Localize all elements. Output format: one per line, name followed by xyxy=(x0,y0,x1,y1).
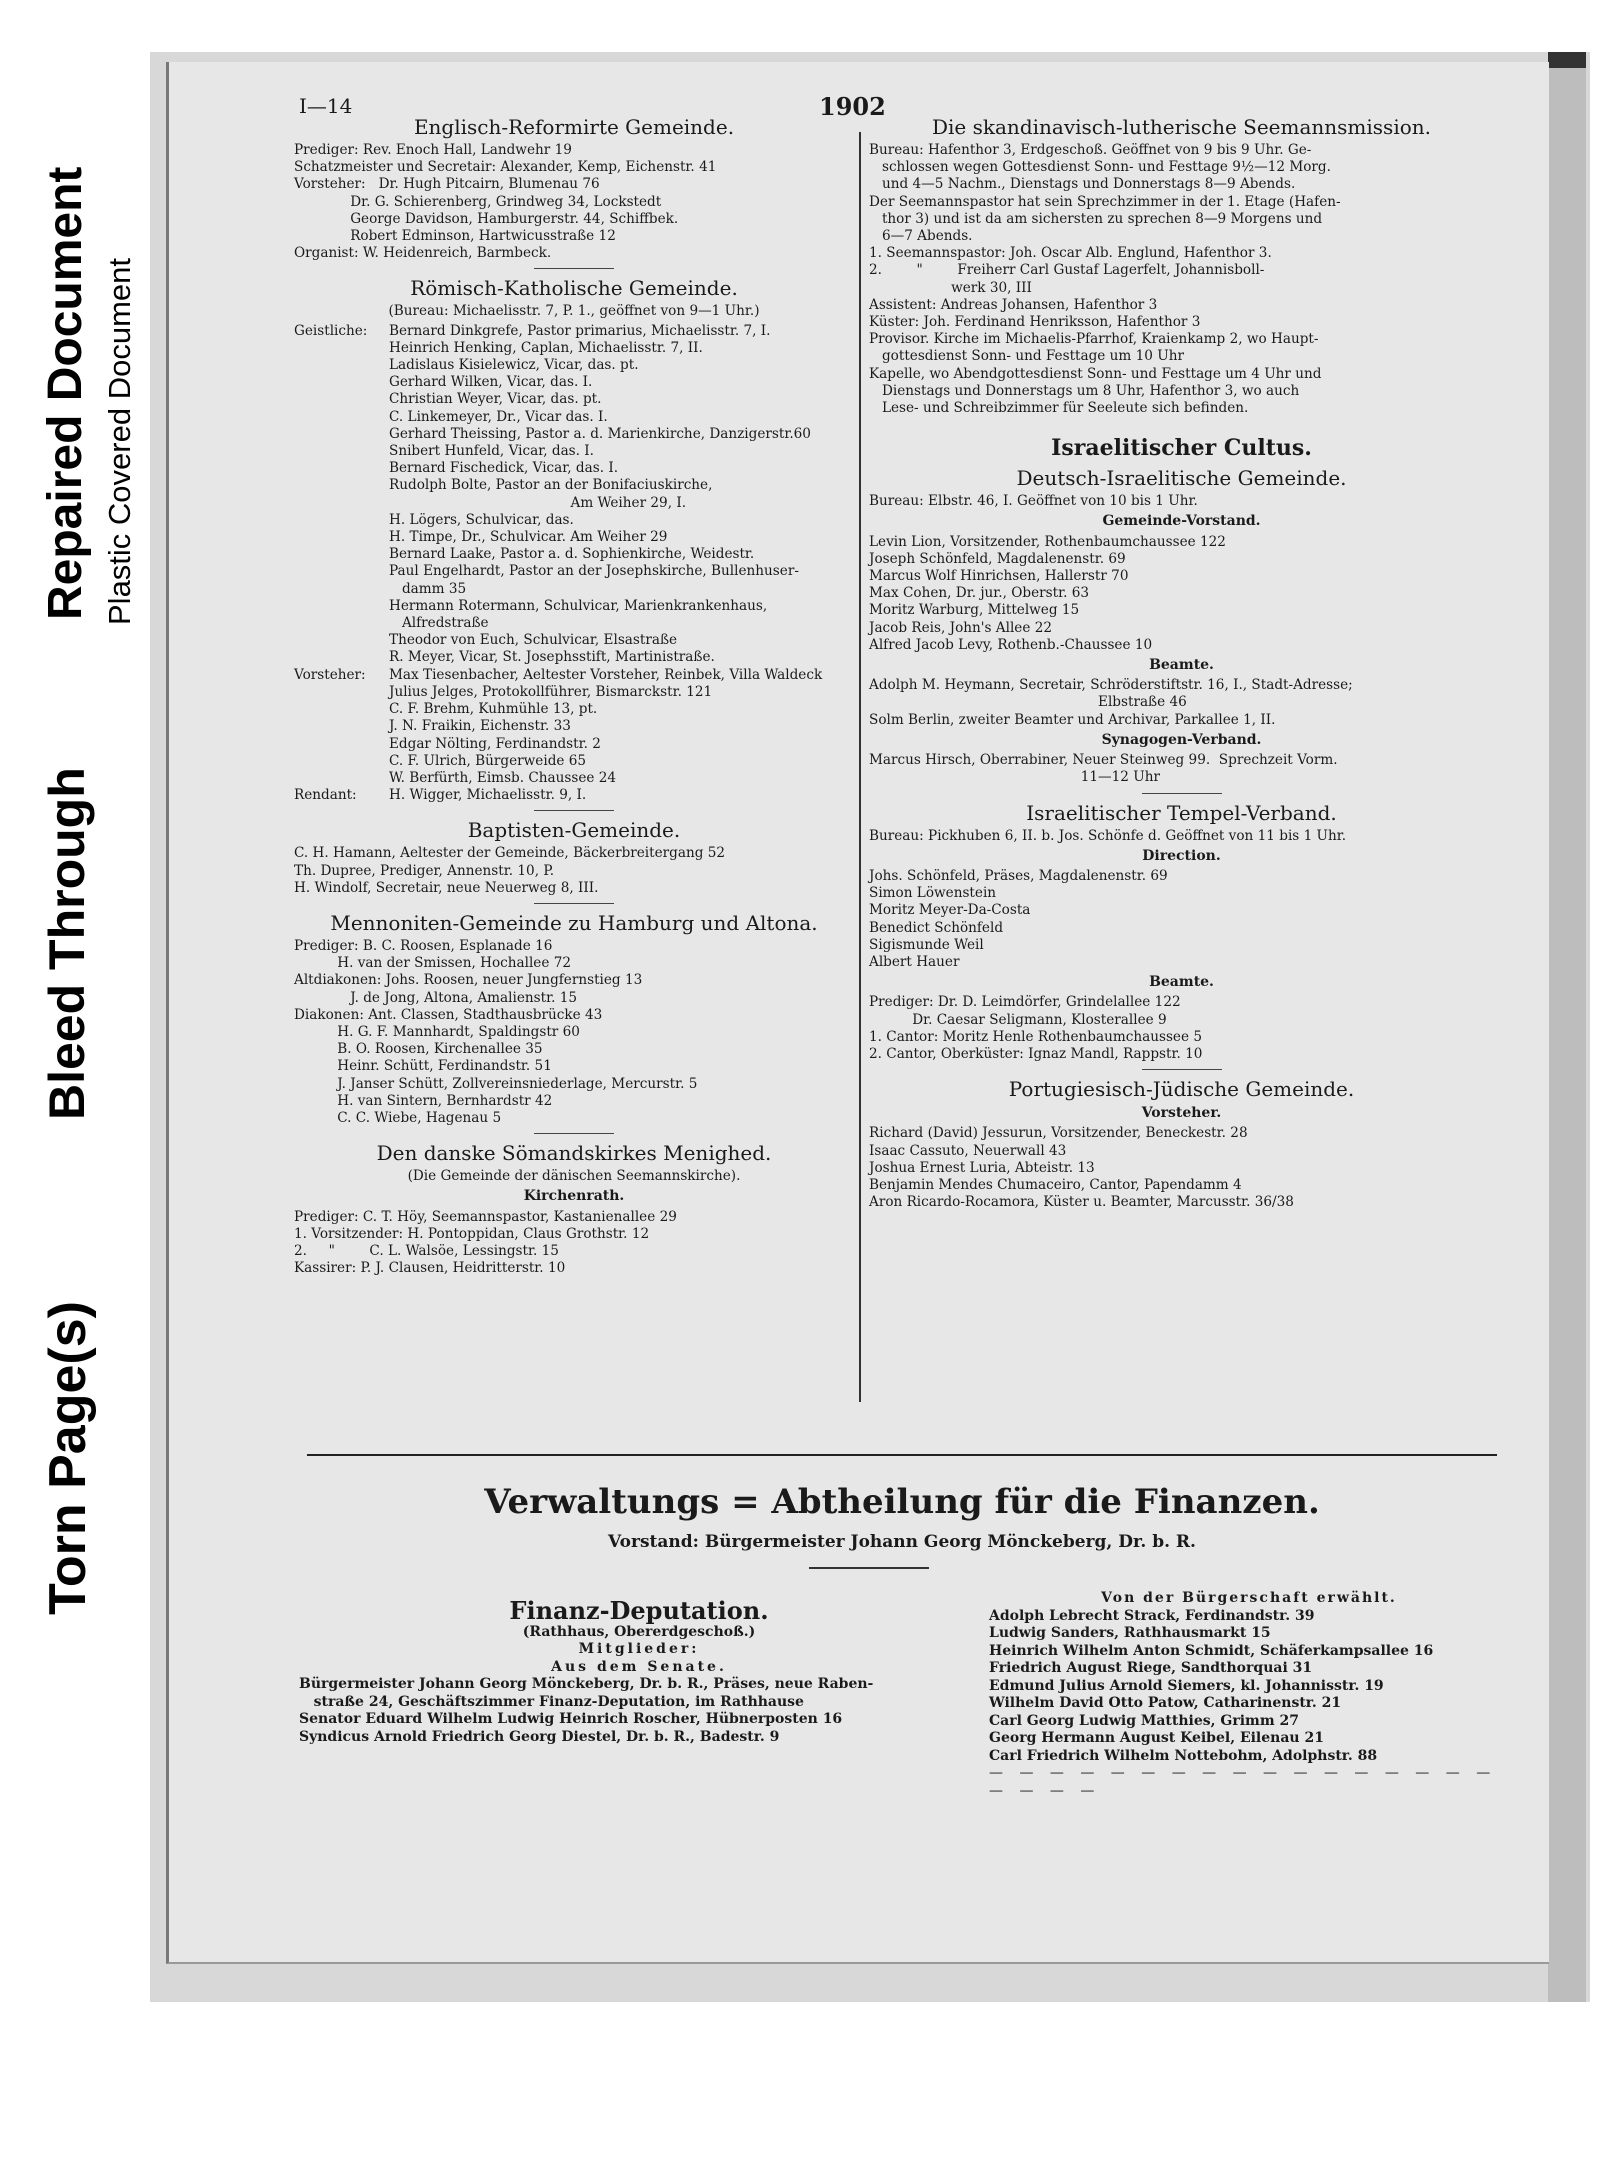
entry-line: Th. Dupree, Prediger, Annenstr. 10, P. xyxy=(294,862,555,879)
entry-line: Senator Eduard Wilhelm Ludwig Heinrich Roscher, Hübnerposten 16 xyxy=(299,1711,843,1727)
entry-line: H. van der Smissen, Hochallee 72 xyxy=(294,955,572,972)
entry-text: Bernard Laake, Pastor a. d. Sophienkirche, Weidestr. xyxy=(389,546,755,563)
finance-subtitle: Vorstand: Bürgermeister Johann Georg Mönckeberg, Dr. b. R. xyxy=(608,1532,1196,1552)
entry-text: Paul Engelhardt, Pastor an der Josephskirche, Bullenhuser- xyxy=(389,563,799,580)
entry-line: Moritz Meyer-Da-Costa xyxy=(869,902,1031,919)
entry-line: Vorsteher: Dr. Hugh Pitcairn, Blumenau 76 xyxy=(294,176,600,193)
entry-line: H. G. F. Mannhardt, Spaldingstr 60 xyxy=(294,1023,580,1040)
section-title-tempel: Israelitischer Tempel-Verband. xyxy=(1026,800,1337,825)
entry-line: schlossen wegen Gottesdienst Sonn- und Festtage 9½—12 Morg. xyxy=(869,159,1331,176)
entry-text: Christian Weyer, Vicar, das. pt. xyxy=(389,391,602,408)
entry-label xyxy=(294,581,389,598)
left-column xyxy=(294,110,854,1277)
entry-line: H. van Sintern, Bernhardstr 42 xyxy=(294,1092,553,1109)
entry-label xyxy=(294,701,389,718)
entry-line: Der Seemannspastor hat sein Sprechzimmer in der 1. Etage (Hafen- xyxy=(869,193,1341,210)
entry-line: thor 3) und ist da am sichersten zu sprechen 8—9 Morgens und xyxy=(869,210,1323,227)
entry-line: Prediger: Dr. D. Leimdörfer, Grindelallee 122 xyxy=(869,994,1181,1011)
entry-row xyxy=(294,736,854,753)
entry-label xyxy=(294,563,389,580)
entry-text: H. Lögers, Schulvicar, das. xyxy=(389,511,574,528)
finance-divider xyxy=(809,1567,929,1569)
entry-line: C. H. Hamann, Aeltester der Gemeinde, Bäckerbreitergang 52 xyxy=(294,845,726,862)
section-divider xyxy=(534,268,614,269)
entry-row xyxy=(294,546,854,563)
entry-text: H. Timpe, Dr., Schulvicar. Am Weiher 29 xyxy=(389,529,668,546)
entry-line: Jacob Reis, John's Allee 22 xyxy=(869,619,1053,636)
entry-line: Elbstraße 46 xyxy=(869,694,1187,711)
entry-label xyxy=(294,477,389,494)
entry-row xyxy=(294,426,854,443)
entry-row xyxy=(294,409,854,426)
entry-row xyxy=(294,649,854,666)
entry-text: J. N. Fraikin, Eichenstr. 33 xyxy=(389,718,571,735)
label-torn-pages: Torn Page(s) xyxy=(39,1301,97,1615)
section-title-israelitisch: Israelitischer Cultus. xyxy=(1051,435,1312,462)
entry-label xyxy=(294,770,389,787)
section-title-skandinavisch: Die skandinavisch-lutherische Seemannsmission. xyxy=(932,115,1431,139)
entry-line: Dr. Caesar Seligmann, Klosterallee 9 xyxy=(869,1011,1167,1028)
entry-text: Heinrich Henking, Caplan, Michaelisstr. 7, II. xyxy=(389,339,703,356)
section-title-baptisten: Baptisten-Gemeinde. xyxy=(467,818,681,843)
entry-line: Dienstags und Donnerstags um 8 Uhr, Hafenthor 3, wo auch xyxy=(869,382,1300,399)
entry-line: Carl Georg Ludwig Matthies, Grimm 27 xyxy=(989,1712,1300,1729)
deputation-title: Finanz-Deputation. xyxy=(509,1596,769,1625)
side-labels xyxy=(0,60,150,1615)
entry-line: Carl Friedrich Wilhelm Nottebohm, Adolphstr. 88 xyxy=(989,1747,1378,1764)
buergerschaft-title: Von der Bürgerschaft erwählt. xyxy=(1101,1590,1397,1606)
section-title-portugiesisch: Portugiesisch-Jüdische Gemeinde. xyxy=(1008,1077,1355,1102)
entry-line: Max Cohen, Dr. jur., Oberstr. 63 xyxy=(869,585,1090,602)
entry-row xyxy=(294,718,854,735)
entry-label xyxy=(294,426,389,443)
entry-text: W. Berfürth, Eimsb. Chaussee 24 xyxy=(389,769,617,786)
entry-text: H. Wigger, Michaelisstr. 9, I. xyxy=(389,787,587,804)
entry-label xyxy=(294,357,389,374)
entry-line: Prediger: C. T. Höy, Seemannspastor, Kastanienallee 29 xyxy=(294,1208,677,1225)
entry-line: Johs. Schönfeld, Präses, Magdalenenstr. 69 xyxy=(869,867,1168,884)
entry-line: Edmund Julius Arnold Siemers, kl. Johannisstr. 19 xyxy=(989,1677,1384,1694)
entry-row xyxy=(294,391,854,408)
finance-top-rule xyxy=(307,1454,1497,1456)
entry-label xyxy=(294,632,389,649)
entry-label xyxy=(294,598,389,615)
entry-row xyxy=(294,581,854,598)
entry-text: Am Weiher 29, I. xyxy=(389,494,687,511)
deputation-list xyxy=(299,1676,979,1746)
vorstand-list xyxy=(869,534,1494,654)
entry-line: werk 30, III xyxy=(869,279,1032,296)
page-year: 1902 xyxy=(819,92,886,121)
entry-row xyxy=(294,615,854,632)
entry-row xyxy=(294,495,854,512)
entry-line: Moritz Warburg, Mittelweg 15 xyxy=(869,602,1080,619)
tempel-beamte-title: Beamte. xyxy=(1149,974,1214,991)
entry-line: C. C. Wiebe, Hagenau 5 xyxy=(294,1109,502,1126)
entry-line: Lese- und Schreibzimmer für Seeleute sich befinden. xyxy=(869,400,1249,417)
synagogen-title: Synagogen-Verband. xyxy=(1101,731,1262,748)
entry-text: C. F. Ulrich, Bürgerweide 65 xyxy=(389,752,587,769)
deputation-members-title: Mitglieder: xyxy=(578,1641,700,1657)
entry-row xyxy=(294,667,854,684)
entry-label: Vorsteher: xyxy=(294,666,366,683)
section-divider xyxy=(534,1133,614,1134)
beamte-title: Beamte. xyxy=(1149,657,1214,674)
entry-text: Rudolph Bolte, Pastor an der Bonifaciuskirche, xyxy=(389,477,713,494)
entry-line: Prediger: B. C. Roosen, Esplanade 16 xyxy=(294,937,553,954)
section-title-mennoniten: Mennoniten-Gemeinde zu Hamburg und Altona. xyxy=(330,910,818,935)
label-plastic-covered: Plastic Covered Document xyxy=(102,258,137,625)
entry-line: Simon Löwenstein xyxy=(869,885,997,902)
entry-row xyxy=(294,529,854,546)
deutsch-israelitisch-bureau: Bureau: Elbstr. 46, I. Geöffnet von 10 bis 1 Uhr. xyxy=(869,493,1198,510)
skandinavisch-list xyxy=(869,142,1494,417)
entry-line: Sigismunde Weil xyxy=(869,936,984,953)
entry-label xyxy=(294,512,389,529)
entry-line: B. O. Roosen, Kirchenallee 35 xyxy=(294,1041,543,1058)
entry-label: Geistliche: xyxy=(294,322,368,339)
beamte-list xyxy=(869,677,1494,729)
entry-line: Organist: W. Heidenreich, Barmbeck. xyxy=(294,245,552,262)
entry-line: Robert Edminson, Hartwicusstraße 12 xyxy=(294,228,616,245)
direction-list xyxy=(869,868,1494,971)
section-divider xyxy=(1142,1069,1222,1070)
entry-line: Bürgermeister Johann Georg Mönckeberg, Dr. b. R., Präses, neue Raben- xyxy=(299,1676,874,1692)
entry-label xyxy=(294,753,389,770)
entry-line: Benedict Schönfeld xyxy=(869,919,1004,936)
entry-line: Friedrich August Riege, Sandthorquai 31 xyxy=(989,1660,1313,1676)
entry-row xyxy=(294,598,854,615)
label-bleed-through: Bleed Through xyxy=(39,767,95,1120)
finanz-deputation xyxy=(299,1596,979,1746)
finance-title: Verwaltungs = Abtheilung für die Finanzen. xyxy=(484,1482,1320,1522)
entry-text: Hermann Rotermann, Schulvicar, Marienkrankenhaus, xyxy=(389,597,768,614)
entry-line: Assistent: Andreas Johansen, Hafenthor 3 xyxy=(869,296,1158,313)
spine-top xyxy=(1548,52,1586,68)
entry-line: Joshua Ernest Luria, Abteistr. 13 xyxy=(869,1159,1095,1176)
entry-text: C. F. Brehm, Kuhmühle 13, pt. xyxy=(389,701,598,718)
entry-line: H. Windolf, Secretair, neue Neuerweg 8, III. xyxy=(294,879,599,896)
entry-label xyxy=(294,684,389,701)
entry-row xyxy=(294,357,854,374)
column-divider xyxy=(859,132,861,1402)
entry-label xyxy=(294,615,389,632)
entry-row xyxy=(294,563,854,580)
entry-text: Bernard Dinkgrefe, Pastor primarius, Michaelisstr. 7, I. xyxy=(389,322,771,339)
section-title-katholisch: Römisch-Katholische Gemeinde. xyxy=(410,276,738,301)
entry-line: Benjamin Mendes Chumaceiro, Cantor, Papendamm 4 xyxy=(869,1176,1242,1193)
deputation-location: (Rathhaus, Obererdgeschoß.) xyxy=(522,1623,756,1640)
portugiesisch-list xyxy=(869,1125,1494,1211)
entry-line: Aron Ricardo-Rocamora, Küster u. Beamter, Marcusstr. 36/38 xyxy=(869,1194,1294,1211)
entry-row xyxy=(294,512,854,529)
entry-label xyxy=(294,443,389,460)
entry-line: Adolph Lebrecht Strack, Ferdinandstr. 39 xyxy=(989,1607,1315,1624)
entry-line: Heinr. Schütt, Ferdinandstr. 51 xyxy=(294,1058,552,1075)
entry-line: Prediger: Rev. Enoch Hall, Landwehr 19 xyxy=(294,142,572,158)
entry-row xyxy=(294,684,854,701)
entry-label xyxy=(294,340,389,357)
entry-row xyxy=(294,374,854,391)
entry-line: und 4—5 Nachm., Dienstags und Donnerstags 8—9 Abends. xyxy=(869,176,1296,193)
entry-label xyxy=(294,529,389,546)
section-title-englisch: Englisch-Reformirte Gemeinde. xyxy=(413,115,735,139)
entry-line: gottesdienst Sonn- und Festtage um 10 Uhr xyxy=(869,348,1184,365)
entry-line: Isaac Cassuto, Neuerwall 43 xyxy=(869,1142,1067,1159)
entry-line: 2. " C. L. Walsöe, Lessingstr. 15 xyxy=(294,1242,559,1259)
deputation-senate-title: Aus dem Senate. xyxy=(551,1658,727,1675)
entry-text: Snibert Hunfeld, Vicar, das. I. xyxy=(389,443,594,460)
entry-text: Ladislaus Kisielewicz, Vicar, das. pt. xyxy=(389,357,639,374)
entry-row xyxy=(294,477,854,494)
entry-label xyxy=(294,460,389,477)
entry-text: R. Meyer, Vicar, St. Josephsstift, Martinistraße. xyxy=(389,649,715,666)
englisch-list xyxy=(294,142,854,262)
entry-line: Albert Hauer xyxy=(869,953,960,970)
entry-text: Max Tiesenbacher, Aeltester Vorsteher, Reinbek, Villa Waldeck xyxy=(389,666,823,683)
entry-row xyxy=(294,340,854,357)
entry-line: Georg Hermann August Keibel, Eilenau 21 xyxy=(989,1730,1324,1746)
section-divider xyxy=(1142,793,1222,794)
entry-text: damm 35 xyxy=(389,580,467,597)
entry-line: Dr. G. Schierenberg, Grindweg 34, Lockstedt xyxy=(294,193,662,210)
entry-line: Diakonen: Ant. Classen, Stadthausbrücke 43 xyxy=(294,1006,603,1023)
entry-text: Theodor von Euch, Schulvicar, Elsastraße xyxy=(389,632,678,649)
entry-line: Marcus Wolf Hinrichsen, Hallerstr 70 xyxy=(869,568,1129,585)
mennoniten-list xyxy=(294,938,854,1127)
entry-text: Gerhard Wilken, Vicar, das. I. xyxy=(389,374,593,391)
entry-text: Edgar Nölting, Ferdinandstr. 2 xyxy=(389,735,601,752)
entry-row xyxy=(294,443,854,460)
entry-label xyxy=(294,391,389,408)
entry-line: Küster: Joh. Ferdinand Henriksson, Hafenthor 3 xyxy=(869,314,1201,331)
entry-line: 11—12 Uhr xyxy=(869,769,1160,786)
entry-line: Provisor. Kirche im Michaelis-Pfarrhof, Kraienkamp 2, wo Haupt- xyxy=(869,331,1319,348)
katholisch-list xyxy=(294,323,854,805)
entry-line: J. de Jong, Altona, Amalienstr. 15 xyxy=(294,989,578,1006)
entry-row xyxy=(294,323,854,340)
entry-line: straße 24, Geschäftszimmer Finanz-Deputation, im Rathhause xyxy=(299,1693,804,1710)
entry-line: J. Janser Schütt, Zollvereinsniederlage, Mercurstr. 5 xyxy=(294,1075,698,1092)
danske-subtitle: Kirchenrath. xyxy=(523,1188,625,1205)
entry-line: Richard (David) Jessurun, Vorsitzender, Beneckestr. 28 xyxy=(869,1125,1248,1142)
entry-line: Wilhelm David Otto Patow, Catharinenstr. 21 xyxy=(989,1695,1342,1711)
page-sheet xyxy=(166,62,1549,1964)
scanned-page xyxy=(150,52,1590,2002)
portugiesisch-subtitle: Vorsteher. xyxy=(1141,1105,1222,1122)
entry-line: George Davidson, Hamburgerstr. 44, Schiffbek. xyxy=(294,210,679,227)
entry-line: 1. Cantor: Moritz Henle Rothenbaumchaussee 5 xyxy=(869,1028,1202,1045)
section-title-deutsch-israelitisch: Deutsch-Israelitische Gemeinde. xyxy=(1016,466,1347,491)
section-divider xyxy=(534,903,614,904)
entry-line: Altdiakonen: Johs. Roosen, neuer Jungfernstieg 13 xyxy=(294,972,643,989)
entry-row xyxy=(294,787,854,804)
baptisten-list xyxy=(294,845,854,897)
entry-line: Ludwig Sanders, Rathhausmarkt 15 xyxy=(989,1625,1271,1641)
katholisch-bureau-note: (Bureau: Michaelisstr. 7, P. 1., geöffnet von 9—1 Uhr.) xyxy=(388,303,760,320)
entry-label xyxy=(294,546,389,563)
entry-label: Rendant: xyxy=(294,787,357,804)
spine-edge xyxy=(1548,52,1586,2002)
tempel-beamte-list xyxy=(869,994,1494,1063)
entry-line: Schatzmeister und Secretair: Alexander, Kemp, Eichenstr. 41 xyxy=(294,159,717,176)
synagogen-list xyxy=(869,752,1494,786)
entry-line: Solm Berlin, zweiter Beamter und Archivar, Parkallee 1, II. xyxy=(869,711,1276,728)
entry-text: Julius Jelges, Protokollführer, Bismarckstr. 121 xyxy=(389,683,713,700)
entry-line: Kassirer: P. J. Clausen, Heidritterstr. 10 xyxy=(294,1260,566,1277)
entry-line: Kapelle, wo Abendgottesdienst Sonn- und Festtage um 4 Uhr und xyxy=(869,365,1322,382)
entry-line: Alfred Jacob Levy, Rothenb.-Chaussee 10 xyxy=(869,636,1153,653)
entry-line: Bureau: Hafenthor 3, Erdgeschoß. Geöffnet von 9 bis 9 Uhr. Ge- xyxy=(869,142,1312,158)
entry-line: 2. Cantor, Oberküster: Ignaz Mandl, Rappstr. 10 xyxy=(869,1045,1203,1062)
entry-row xyxy=(294,753,854,770)
entry-row xyxy=(294,632,854,649)
entry-line: Joseph Schönfeld, Magdalenenstr. 69 xyxy=(869,550,1126,567)
entry-text: Alfredstraße xyxy=(389,615,489,632)
entry-line: Levin Lion, Vorsitzender, Rothenbaumchaussee 122 xyxy=(869,533,1226,550)
page-number: I—14 xyxy=(299,94,353,118)
entry-text: C. Linkemeyer, Dr., Vicar das. I. xyxy=(389,408,608,425)
entry-text: Bernard Fischedick, Vicar, das. I. xyxy=(389,460,619,477)
entry-row xyxy=(294,770,854,787)
dashed-line: — — — — — — — — — — — — — — — — — — — — — xyxy=(989,1765,1497,1799)
entry-row xyxy=(294,460,854,477)
direction-title: Direction. xyxy=(1142,847,1221,864)
entry-label xyxy=(294,495,389,512)
entry-line: 6—7 Abends. xyxy=(869,228,973,245)
entry-label xyxy=(294,718,389,735)
entry-line: Adolph M. Heymann, Secretair, Schröderstiftstr. 16, I., Stadt-Adresse; xyxy=(869,677,1353,694)
danske-list xyxy=(294,1209,854,1278)
entry-line: 1. Vorsitzender: H. Pontoppidan, Claus Grothstr. 12 xyxy=(294,1225,650,1242)
entry-label xyxy=(294,736,389,753)
entry-label xyxy=(294,409,389,426)
entry-line: Syndicus Arnold Friedrich Georg Diestel, Dr. b. R., Badestr. 9 xyxy=(299,1728,780,1745)
vorstand-title: Gemeinde-Vorstand. xyxy=(1102,513,1261,530)
entry-label xyxy=(294,649,389,666)
buergerschaft xyxy=(989,1590,1509,1800)
section-divider xyxy=(534,810,614,811)
entry-label xyxy=(294,374,389,391)
entry-line: Heinrich Wilhelm Anton Schmidt, Schäferkampsallee 16 xyxy=(989,1642,1434,1659)
tempel-bureau: Bureau: Pickhuben 6, II. b. Jos. Schönfe d. Geöffnet von 11 bis 1 Uhr. xyxy=(869,827,1347,844)
label-repaired-document: Repaired Document xyxy=(39,166,92,620)
entry-line: 2. " Freiherr Carl Gustaf Lagerfelt, Johannisboll- xyxy=(869,262,1265,279)
right-column xyxy=(869,110,1494,1211)
section-title-danske: Den danske Sömandskirkes Menighed. xyxy=(376,1141,772,1166)
entry-line: Marcus Hirsch, Oberrabiner, Neuer Steinweg 99. Sprechzeit Vorm. xyxy=(869,752,1338,769)
entry-text: Gerhard Theissing, Pastor a. d. Marienkirche, Danzigerstr.60 xyxy=(389,425,811,442)
buergerschaft-list xyxy=(989,1608,1509,1766)
entry-row xyxy=(294,701,854,718)
danske-note: (Die Gemeinde der dänischen Seemannskirche). xyxy=(407,1168,741,1185)
entry-line: 1. Seemannspastor: Joh. Oscar Alb. Englund, Hafenthor 3. xyxy=(869,245,1272,262)
